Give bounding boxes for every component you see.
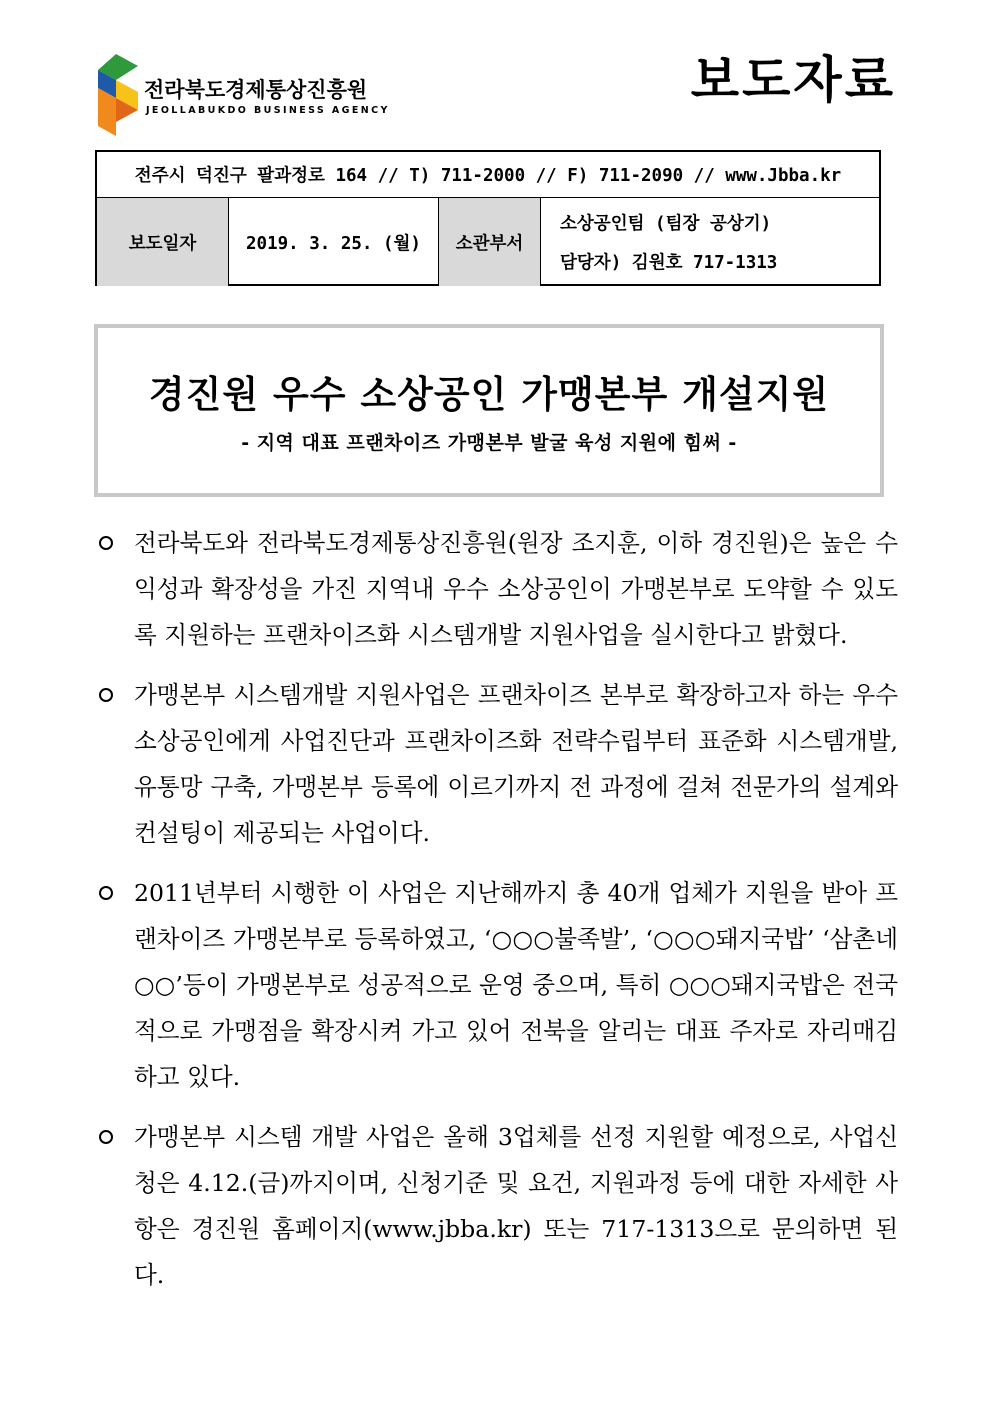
headline: 경진원 우수 소상공인 가맹본부 개설지원	[148, 373, 830, 416]
circle-bullet-icon	[99, 688, 113, 702]
paragraph	[96, 870, 898, 1100]
department-contact: 담당자) 김원호 717-1313	[560, 253, 778, 273]
paragraph	[96, 520, 898, 658]
paragraph	[96, 672, 898, 856]
org-logo	[94, 52, 414, 138]
department-value	[541, 198, 879, 286]
release-date-label: 보도일자	[97, 198, 229, 286]
release-date-value: 2019. 3. 25. (월)	[229, 198, 439, 286]
department-label: 소관부서	[439, 198, 541, 286]
circle-bullet-icon	[99, 1130, 113, 1144]
article-body	[96, 520, 898, 1298]
paragraph-text: 가맹본부 시스템 개발 사업은 올해 3업체를 선정 지원할 예정으로, 사업신청은 4.12.(금)까지이며, 신청기준 및 요건, 지원과정 등에 대한 자세한 사항은 경진원 홈페이지(www.jbba.kr) 또는 717-1313으로 문의하면 된다.	[134, 1123, 898, 1289]
paragraph-text: 가맹본부 시스템개발 지원사업은 프랜차이즈 본부로 확장하고자 하는 우수 소상공인에게 사업진단과 프랜차이즈화 전략수립부터 표준화 시스템개발, 유통망 구축, 가맹본부 등록에 이르기까지 전 과정에 걸쳐 전문가의 설계와 컨설팅이 제공되는 사업이다.	[134, 681, 898, 847]
headline-box	[94, 324, 884, 497]
paragraph-text: 전라북도와 전라북도경제통상진흥원(원장 조지훈, 이하 경진원)은 높은 수익성과 확장성을 가진 지역내 우수 소상공인이 가맹본부로 도약할 수 있도록 지원하는 프랜차이즈화 시스템개발 지원사업을 실시한다고 밝혔다.	[134, 529, 898, 649]
paragraph-text: 2011년부터 시행한 이 사업은 지난해까지 총 40개 업체가 지원을 받아 프랜차이즈 가맹본부로 등록하였고, ‘○○○불족발’, ‘○○○돼지국밥’ ‘삼촌네○○’등이 가맹본부로 성공적으로 운영 중으며, 특히 ○○○돼지국밥은 전국적으로 가맹점을 확장시켜 가고 있어 전북을 알리는 대표 주자로 자리매김 하고 있다.	[134, 879, 898, 1091]
contact-line: 전주시 덕진구 팔과정로 164 // T) 711-2000 // F) 711-2090 // www.Jbba.kr	[97, 152, 879, 198]
department-team: 소상공인팀 (팀장 공상기)	[560, 214, 772, 234]
circle-bullet-icon	[99, 536, 113, 550]
subheadline: - 지역 대표 프랜차이즈 가맹본부 발굴 육성 지원에 힘써 -	[241, 432, 737, 454]
jbba-logo-icon	[94, 52, 140, 138]
release-info-table	[95, 150, 881, 286]
org-name: 전라북도경제통상진흥원	[144, 78, 368, 102]
circle-bullet-icon	[99, 886, 113, 900]
paragraph	[96, 1114, 898, 1298]
press-release-title: 보도자료	[690, 51, 896, 109]
org-name-english: JEOLLABUKDO BUSINESS AGENCY	[146, 105, 390, 116]
